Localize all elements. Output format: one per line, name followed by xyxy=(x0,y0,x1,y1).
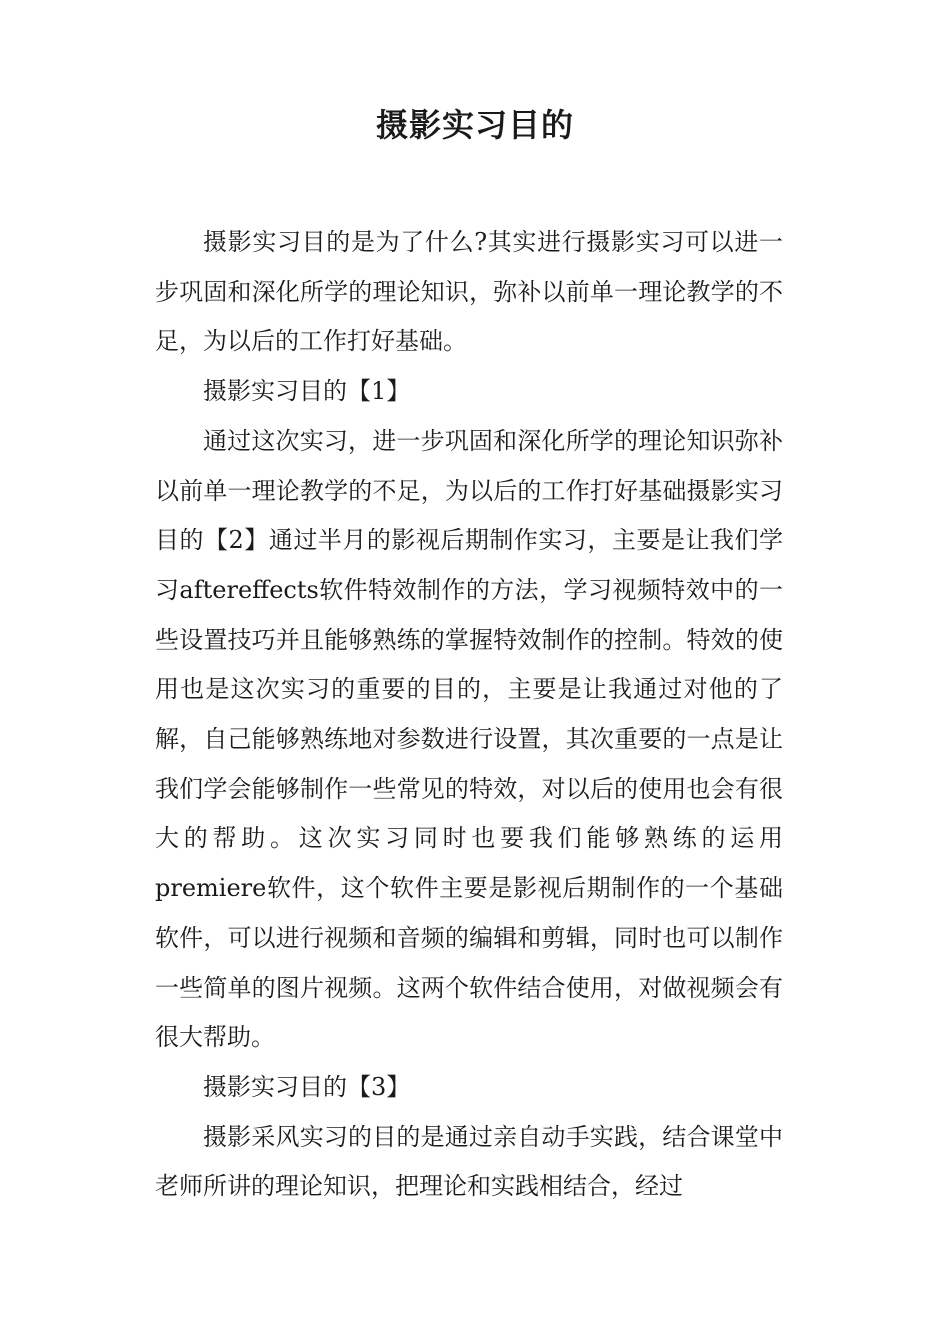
paragraph-section-3: 摄影采风实习的目的是通过亲自动手实践，结合课堂中老师所讲的理论知识，把理论和实践相结合，经过 xyxy=(155,1122,783,1201)
paragraph-section-1-2: 通过这次实习，进一步巩固和深化所学的理论知识弥补以前单一理论教学的不足，为以后的工作打好基础摄影实习目的【2】通过半月的影视后期制作实习，主要是让我们学习aftereffects软件特效制作的方法，学习视频特效中的一些设置技巧并且能够熟练的掌握特效制作的控制。特效的使用也是这次实习的重要的目的，主要是让我通过对他的了解，自己能够熟练地对参数进行设置，其次重要的一点是让我们学会能够制作一些常见的特效，对以后的使用也会有很大的帮助。这次实习同时也要我们能够熟练的运用premiere软件，这个软件主要是影视后期制作的一个基础软件，可以进行视频和音频的编辑和剪辑，同时也可以制作一些简单的图片视频。这两个软件结合使用，对做视频会有很大帮助。 xyxy=(155,426,783,1052)
document-title: 摄影实习目的 xyxy=(375,106,574,144)
section-heading-3: 摄影实习目的【3】 xyxy=(203,1072,411,1101)
section-heading-1: 摄影实习目的【1】 xyxy=(203,377,411,406)
document-body xyxy=(155,218,783,1212)
paragraph-intro: 摄影实习目的是为了什么?其实进行摄影实习可以进一步巩固和深化所学的理论知识，弥补以前单一理论教学的不足，为以后的工作打好基础。 xyxy=(155,228,783,356)
